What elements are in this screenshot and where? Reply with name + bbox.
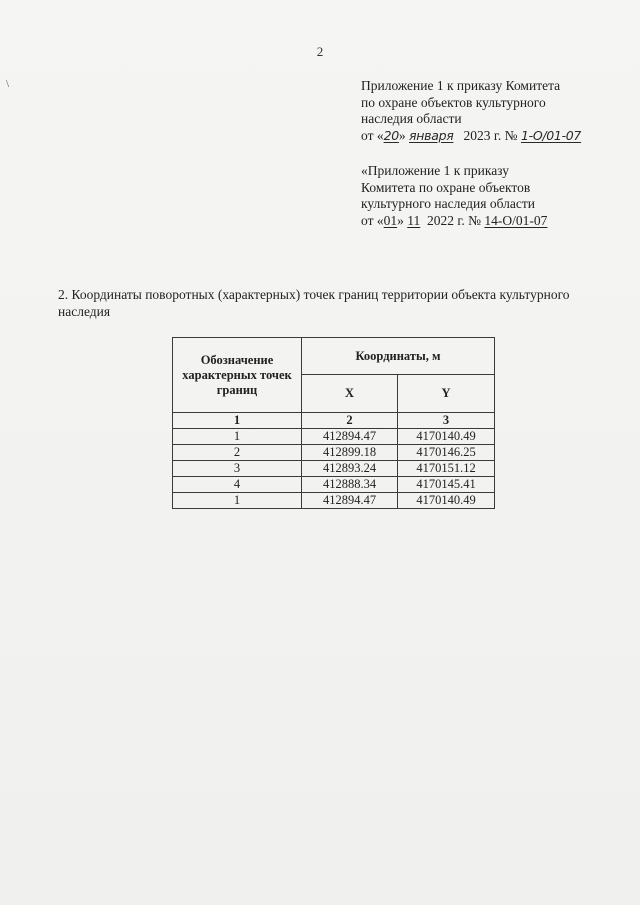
date-prefix: от « bbox=[361, 127, 384, 143]
cell-x: 412888.34 bbox=[302, 477, 398, 493]
cell-point: 1 bbox=[173, 429, 302, 445]
appendix-previous-line2: Комитета по охране объектов bbox=[361, 179, 531, 195]
handwritten-month: января bbox=[409, 127, 454, 143]
cell-point: 4 bbox=[173, 477, 302, 493]
prev-month: 11 bbox=[407, 212, 421, 228]
appendix-current-line3: наследия области bbox=[361, 111, 462, 126]
cell-y: 4170151.12 bbox=[398, 461, 495, 477]
date-mid: » bbox=[398, 127, 406, 143]
handwritten-number: 1-О/01-07 bbox=[520, 127, 582, 143]
col-number-3: 3 bbox=[398, 413, 495, 429]
cell-y: 4170145.41 bbox=[398, 477, 495, 493]
cell-x: 412894.47 bbox=[302, 493, 398, 509]
cell-y: 4170140.49 bbox=[398, 493, 495, 509]
cell-point: 1 bbox=[173, 493, 302, 509]
cell-y: 4170140.49 bbox=[398, 429, 495, 445]
cell-x: 412893.24 bbox=[302, 461, 398, 477]
table-row bbox=[173, 445, 495, 461]
prev-day: 01 bbox=[383, 212, 398, 228]
appendix-previous-line1: «Приложение 1 к приказу bbox=[361, 163, 509, 178]
prev-year: 2022 г. № bbox=[426, 212, 482, 228]
cell-point: 3 bbox=[173, 461, 302, 477]
table-row bbox=[173, 493, 495, 509]
col-number-2: 2 bbox=[302, 413, 398, 429]
section-title: 2. Координаты поворотных (характерных) точек границ территории объекта культурного наследия bbox=[58, 287, 570, 319]
appendix-previous-date bbox=[361, 213, 631, 230]
table-row bbox=[173, 429, 495, 445]
prev-number: 14-О/01-07 bbox=[484, 212, 548, 228]
prev-date-prefix: от « bbox=[361, 212, 384, 228]
table-row bbox=[173, 477, 495, 493]
date-year: 2023 г. № bbox=[463, 127, 518, 143]
page-number: 2 bbox=[316, 44, 324, 59]
col-number-1: 1 bbox=[173, 413, 302, 429]
prev-date-mid: » bbox=[397, 212, 404, 228]
cell-y: 4170146.25 bbox=[398, 445, 495, 461]
cell-x: 412899.18 bbox=[302, 445, 398, 461]
coordinates-table bbox=[172, 337, 495, 509]
appendix-header bbox=[361, 78, 631, 229]
cell-x: 412894.47 bbox=[302, 429, 398, 445]
header-point-designation: Обозначение характерных точек границ bbox=[173, 338, 302, 413]
appendix-current-line1: Приложение 1 к приказу Комитета bbox=[361, 78, 561, 93]
header-y: Y bbox=[398, 375, 495, 413]
handwritten-day: 20 bbox=[383, 127, 399, 143]
cell-point: 2 bbox=[173, 445, 302, 461]
appendix-current-date bbox=[361, 128, 631, 145]
table-row bbox=[173, 461, 495, 477]
appendix-previous-line3: культурного наследия области bbox=[361, 196, 535, 211]
header-coordinates: Координаты, м bbox=[302, 338, 495, 375]
appendix-current-line2: по охране объектов культурного bbox=[361, 94, 546, 110]
header-x: X bbox=[302, 375, 398, 413]
scan-mark: \ bbox=[6, 78, 10, 90]
